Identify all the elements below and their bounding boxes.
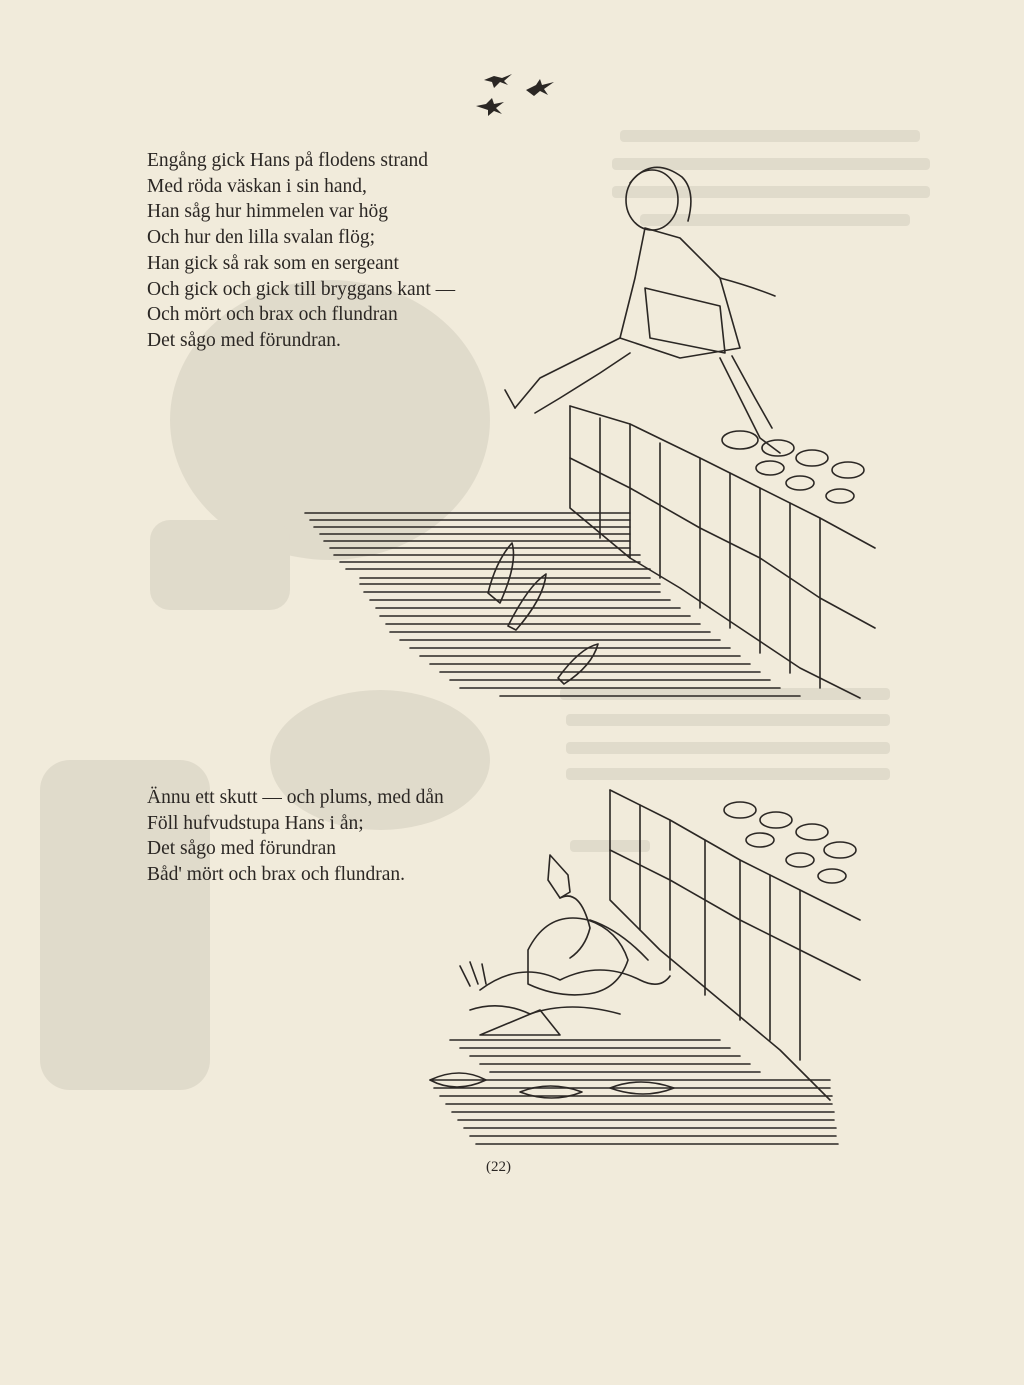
verse-line: Han såg hur himmelen var hög: [147, 201, 388, 223]
page-number: (22): [486, 1159, 511, 1175]
verse-line: Föll hufvudstupa Hans i ån;: [147, 812, 364, 834]
swallows-illustration: [470, 66, 570, 126]
hans-falling-illustration: [420, 780, 880, 1150]
verse-line: Det sågo med förundran: [147, 838, 336, 860]
second-verse: [147, 785, 444, 888]
verse-line: Det sågo med förundran.: [147, 329, 341, 351]
verse-line: Ännu ett skutt — och plums, med dån: [147, 787, 444, 808]
verse-line: Han gick så rak som en sergeant: [147, 252, 399, 274]
verse-line: Engång gick Hans på flodens strand: [147, 150, 429, 171]
verse-line: Och mört och brax och flundran: [147, 304, 398, 326]
verse-line: Båd' mört och brax och flundran.: [147, 864, 406, 886]
verse-line: Med röda väskan i sin hand,: [147, 175, 367, 197]
verse-line: Och hur den lilla svalan flög;: [147, 227, 375, 249]
first-verse: [147, 148, 455, 354]
verse-line: Och gick och gick till bryggans kant —: [147, 278, 456, 300]
